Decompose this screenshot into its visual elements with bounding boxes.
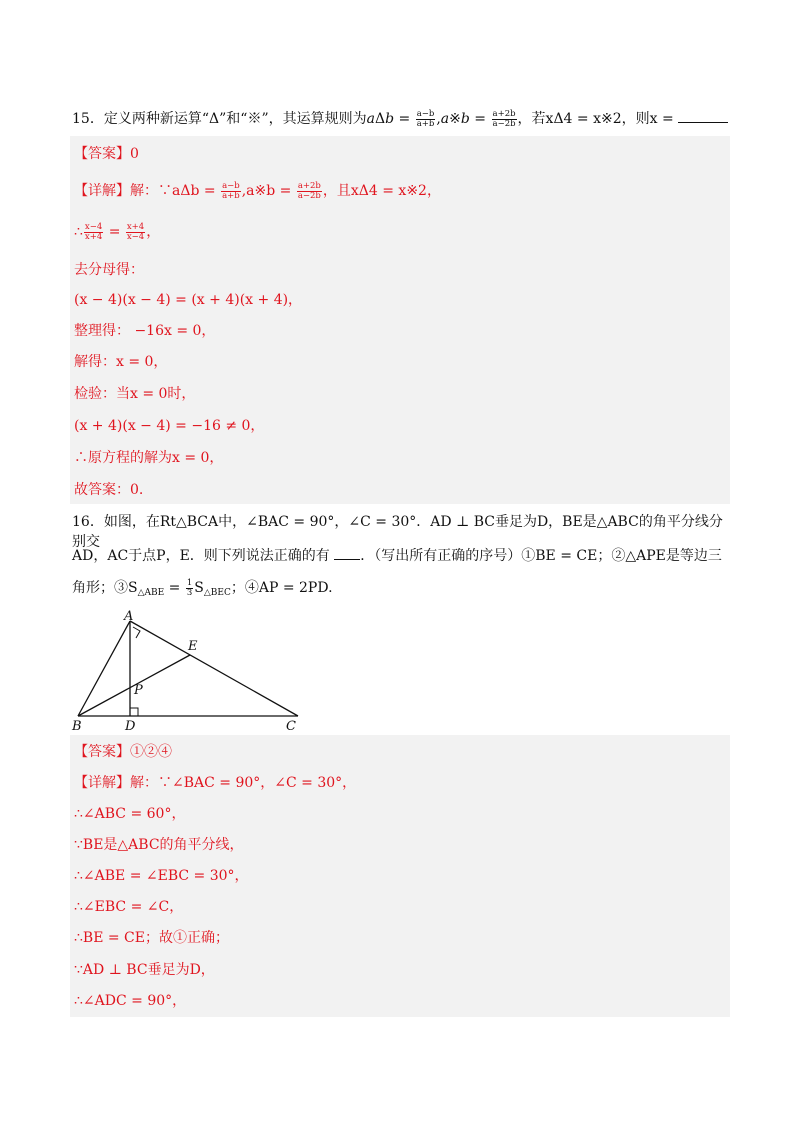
solution-line: ∵BE是△ABC的角平分线， (74, 837, 244, 853)
question-16-line-1: 16．如图，在Rt△BCA中，∠BAC = 90°，∠C = 30°．AD ⊥ BC垂足为D，BE是△ABC的角平分线分别交 (72, 514, 723, 550)
solution-line: ∴∠ABC = 60°， (74, 806, 186, 822)
solution-line: ∴∠ABE = ∠EBC = 30°， (74, 868, 249, 884)
triangle-figure (70, 608, 330, 738)
side-ac (130, 621, 298, 716)
solution-line: (x − 4)(x − 4) = (x + 4)(x + 4)， (74, 292, 303, 308)
label-d: D (125, 719, 136, 734)
fraction: $\frac{a+2b}{a-2b}$ (492, 108, 516, 129)
solution-line: ∴原方程的解为x = 0， (74, 450, 224, 466)
solution-line: 【详解】解：∵∠BAC = 90°，∠C = 30°， (74, 775, 357, 791)
answer-label: 【答案】0 (74, 146, 139, 162)
solution-line: 整理得： −16x = 0， (74, 323, 216, 339)
question-16-line-3: 角形；$③S_{\triangle ABE}$ = $\frac{1}{3}$ $S_{\triangle BEC}$；④AP = 2PD. (72, 577, 333, 598)
solution-line: ∴∠ADC = 90°， (74, 993, 187, 1009)
label-a: A (124, 609, 134, 624)
solution-line: 检验：当x = 0时， (74, 386, 196, 402)
right-angle-mark-a (133, 627, 140, 638)
label-c: C (286, 719, 296, 734)
solution-line: ∴BE = CE；故①正确； (74, 930, 229, 946)
answer-label: 【答案】①②④ (74, 744, 172, 760)
label-e: E (188, 639, 198, 654)
answer-box-16 (70, 735, 730, 1017)
solution-line: 故答案：0. (74, 482, 144, 498)
fraction: $\frac{a-b}{a+b}$ (416, 108, 435, 129)
solution-line: ∴∠EBC = ∠C， (74, 899, 184, 915)
solution-line: 解得：x = 0， (74, 354, 168, 370)
answer-blank (334, 545, 360, 560)
solution-line: 【详解】解：∵aΔb = $\frac{a-b}{a+b}$ ,a※b = $\frac{a+2b}{a-2b}$ ，且xΔ4 = x※2， (74, 180, 441, 201)
question-15: 15．定义两种新运算“Δ”和“※”，其运算规则为aΔb = $\frac{a-b}{a+b}$ ,a※b = $\frac{a+2b}{a-2b}$ ，若xΔ4 = x※2，则x = (72, 108, 732, 149)
solution-line: 去分母得： (74, 262, 144, 278)
answer-blank (678, 108, 728, 123)
solution-line: (x + 4)(x − 4) = −16 ≠ 0， (74, 418, 265, 434)
label-b: B (72, 719, 82, 734)
solution-line: ∴ $\frac{x-4}{x+4}$ = $\frac{x+4}{x-4}$ ， (74, 221, 161, 242)
solution-line: ∵AD ⊥ BC垂足为D， (74, 962, 215, 978)
answer-box-15 (70, 136, 730, 504)
label-p: P (134, 683, 143, 698)
question-16-line-2: AD，AC于点P，E．则下列说法正确的有 ．（写出所有正确的序号）①BE = CE；②△APE是等边三 (72, 545, 732, 566)
right-angle-mark-d (130, 708, 138, 716)
